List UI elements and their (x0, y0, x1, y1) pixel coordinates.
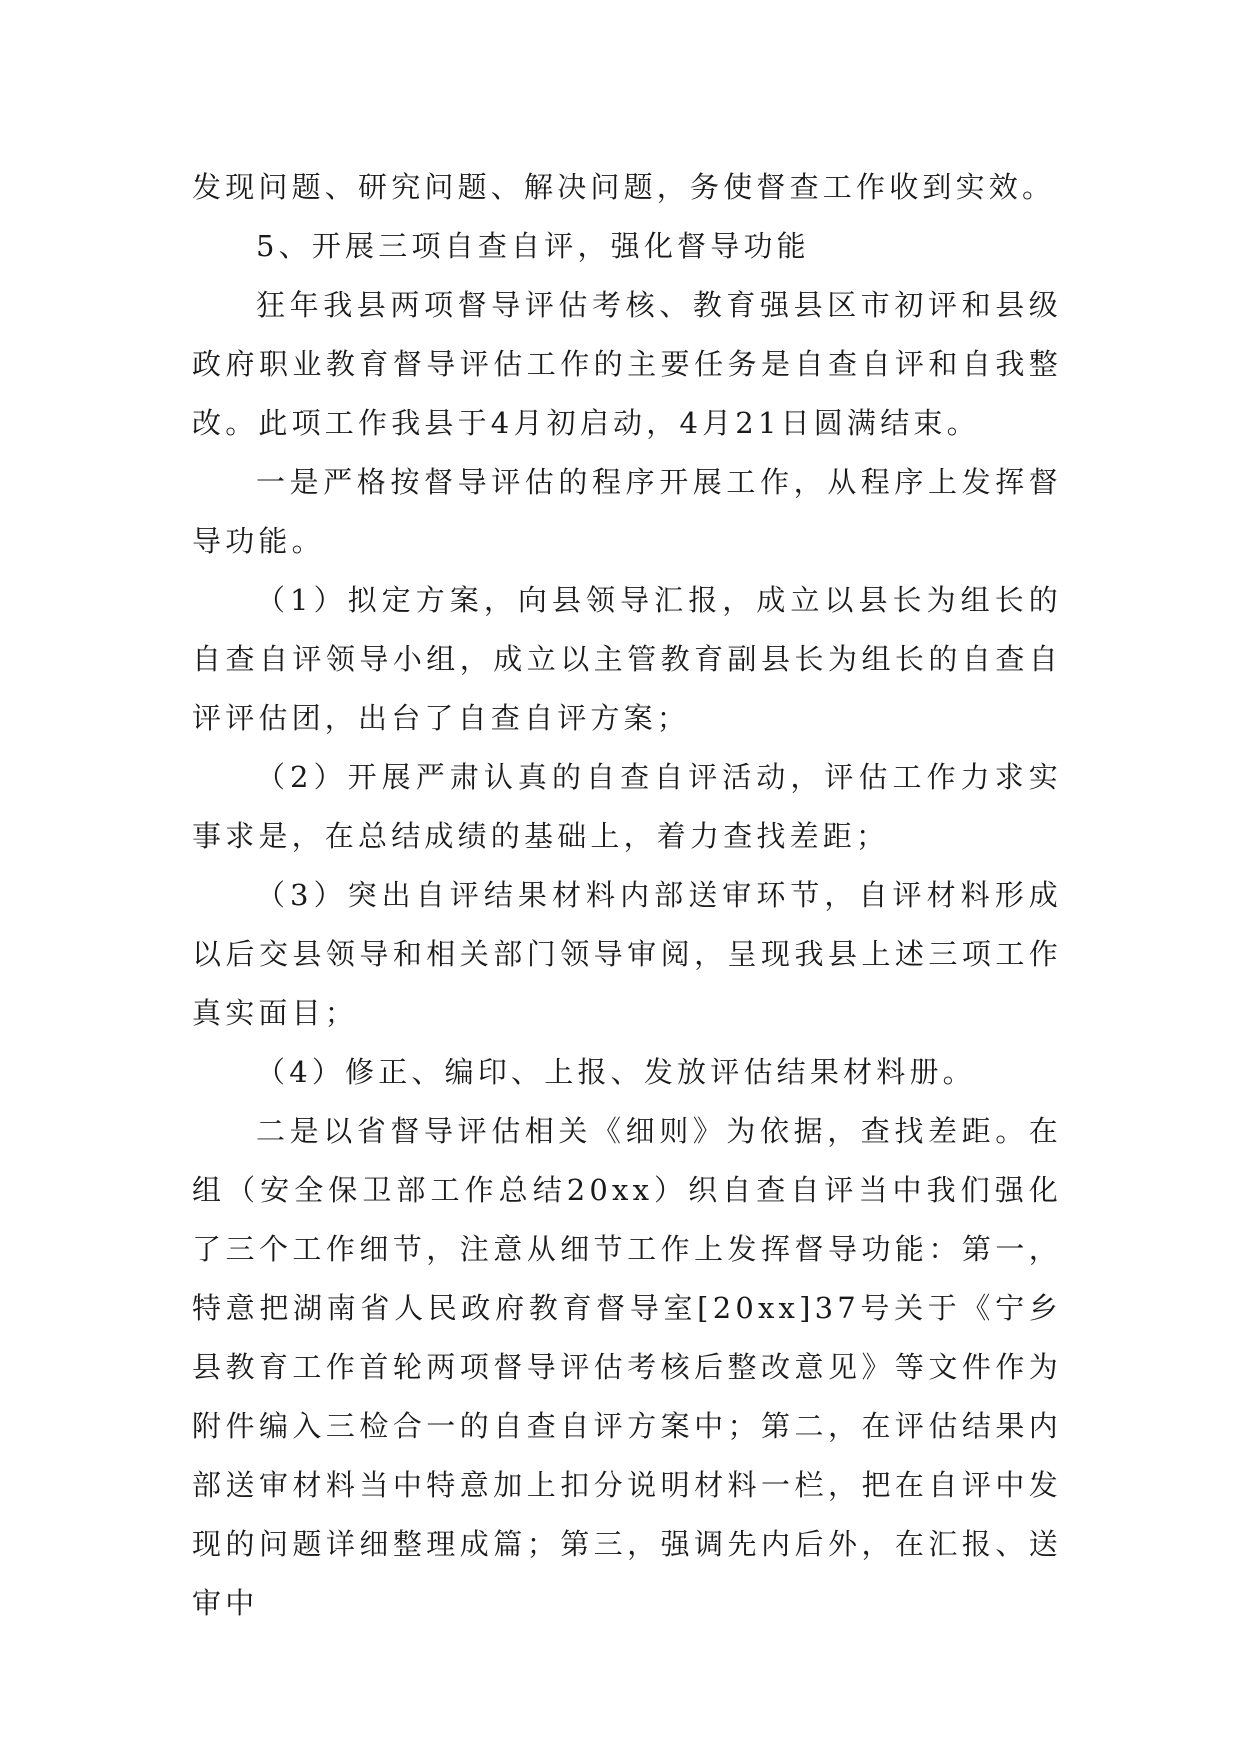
document-body (192, 158, 1062, 1633)
paragraph-continuation: 发现问题、研究问题、解决问题，务使督查工作收到实效。 (192, 170, 1056, 204)
list-item-2: （2）开展严肃认真的自查自评活动，评估工作力求实事求是，在总结成绩的基础上，着力查找差距； (192, 760, 1062, 853)
list-item-4: （4）修正、编印、上报、发放评估结果材料册。 (256, 1055, 976, 1089)
list-item-1: （1）拟定方案，向县领导汇报，成立以县长为组长的自查自评领导小组，成立以主管教育副县长为组长的自查自评评估团，出台了自查自评方案； (192, 583, 1062, 735)
paragraph-point-one: 一是严格按督导评估的程序开展工作，从程序上发挥督导功能。 (192, 465, 1062, 558)
paragraph-point-two: 二是以省督导评估相关《细则》为依据，查找差距。在组（安全保卫部工作总结20xx）织自查自评当中我们强化了三个工作细节，注意从细节工作上发挥督导功能：第一，特意把湖南省人民政府教育督导室[20xx]37号关于《宁乡县教育工作首轮两项督导评估考核后整改意见》等文件作为附件编入三检合一的自查自评方案中；第二，在评估结果内部送审材料当中特意加上扣分说明材料一栏，把在自评中发现的问题详细整理成篇；第三，强调先内后外，在汇报、送审中 (192, 1114, 1062, 1620)
section-heading: 5、开展三项自查自评，强化督导功能 (256, 229, 810, 263)
list-item-3: （3）突出自评结果材料内部送审环节，自评材料形成以后交县领导和相关部门领导审阅，呈现我县上述三项工作真实面目； (192, 878, 1062, 1030)
paragraph-intro: 狂年我县两项督导评估考核、教育强县区市初评和县级政府职业教育督导评估工作的主要任务是自查自评和自我整改。此项工作我县于4月初启动，4月21日圆满结束。 (192, 288, 1062, 440)
